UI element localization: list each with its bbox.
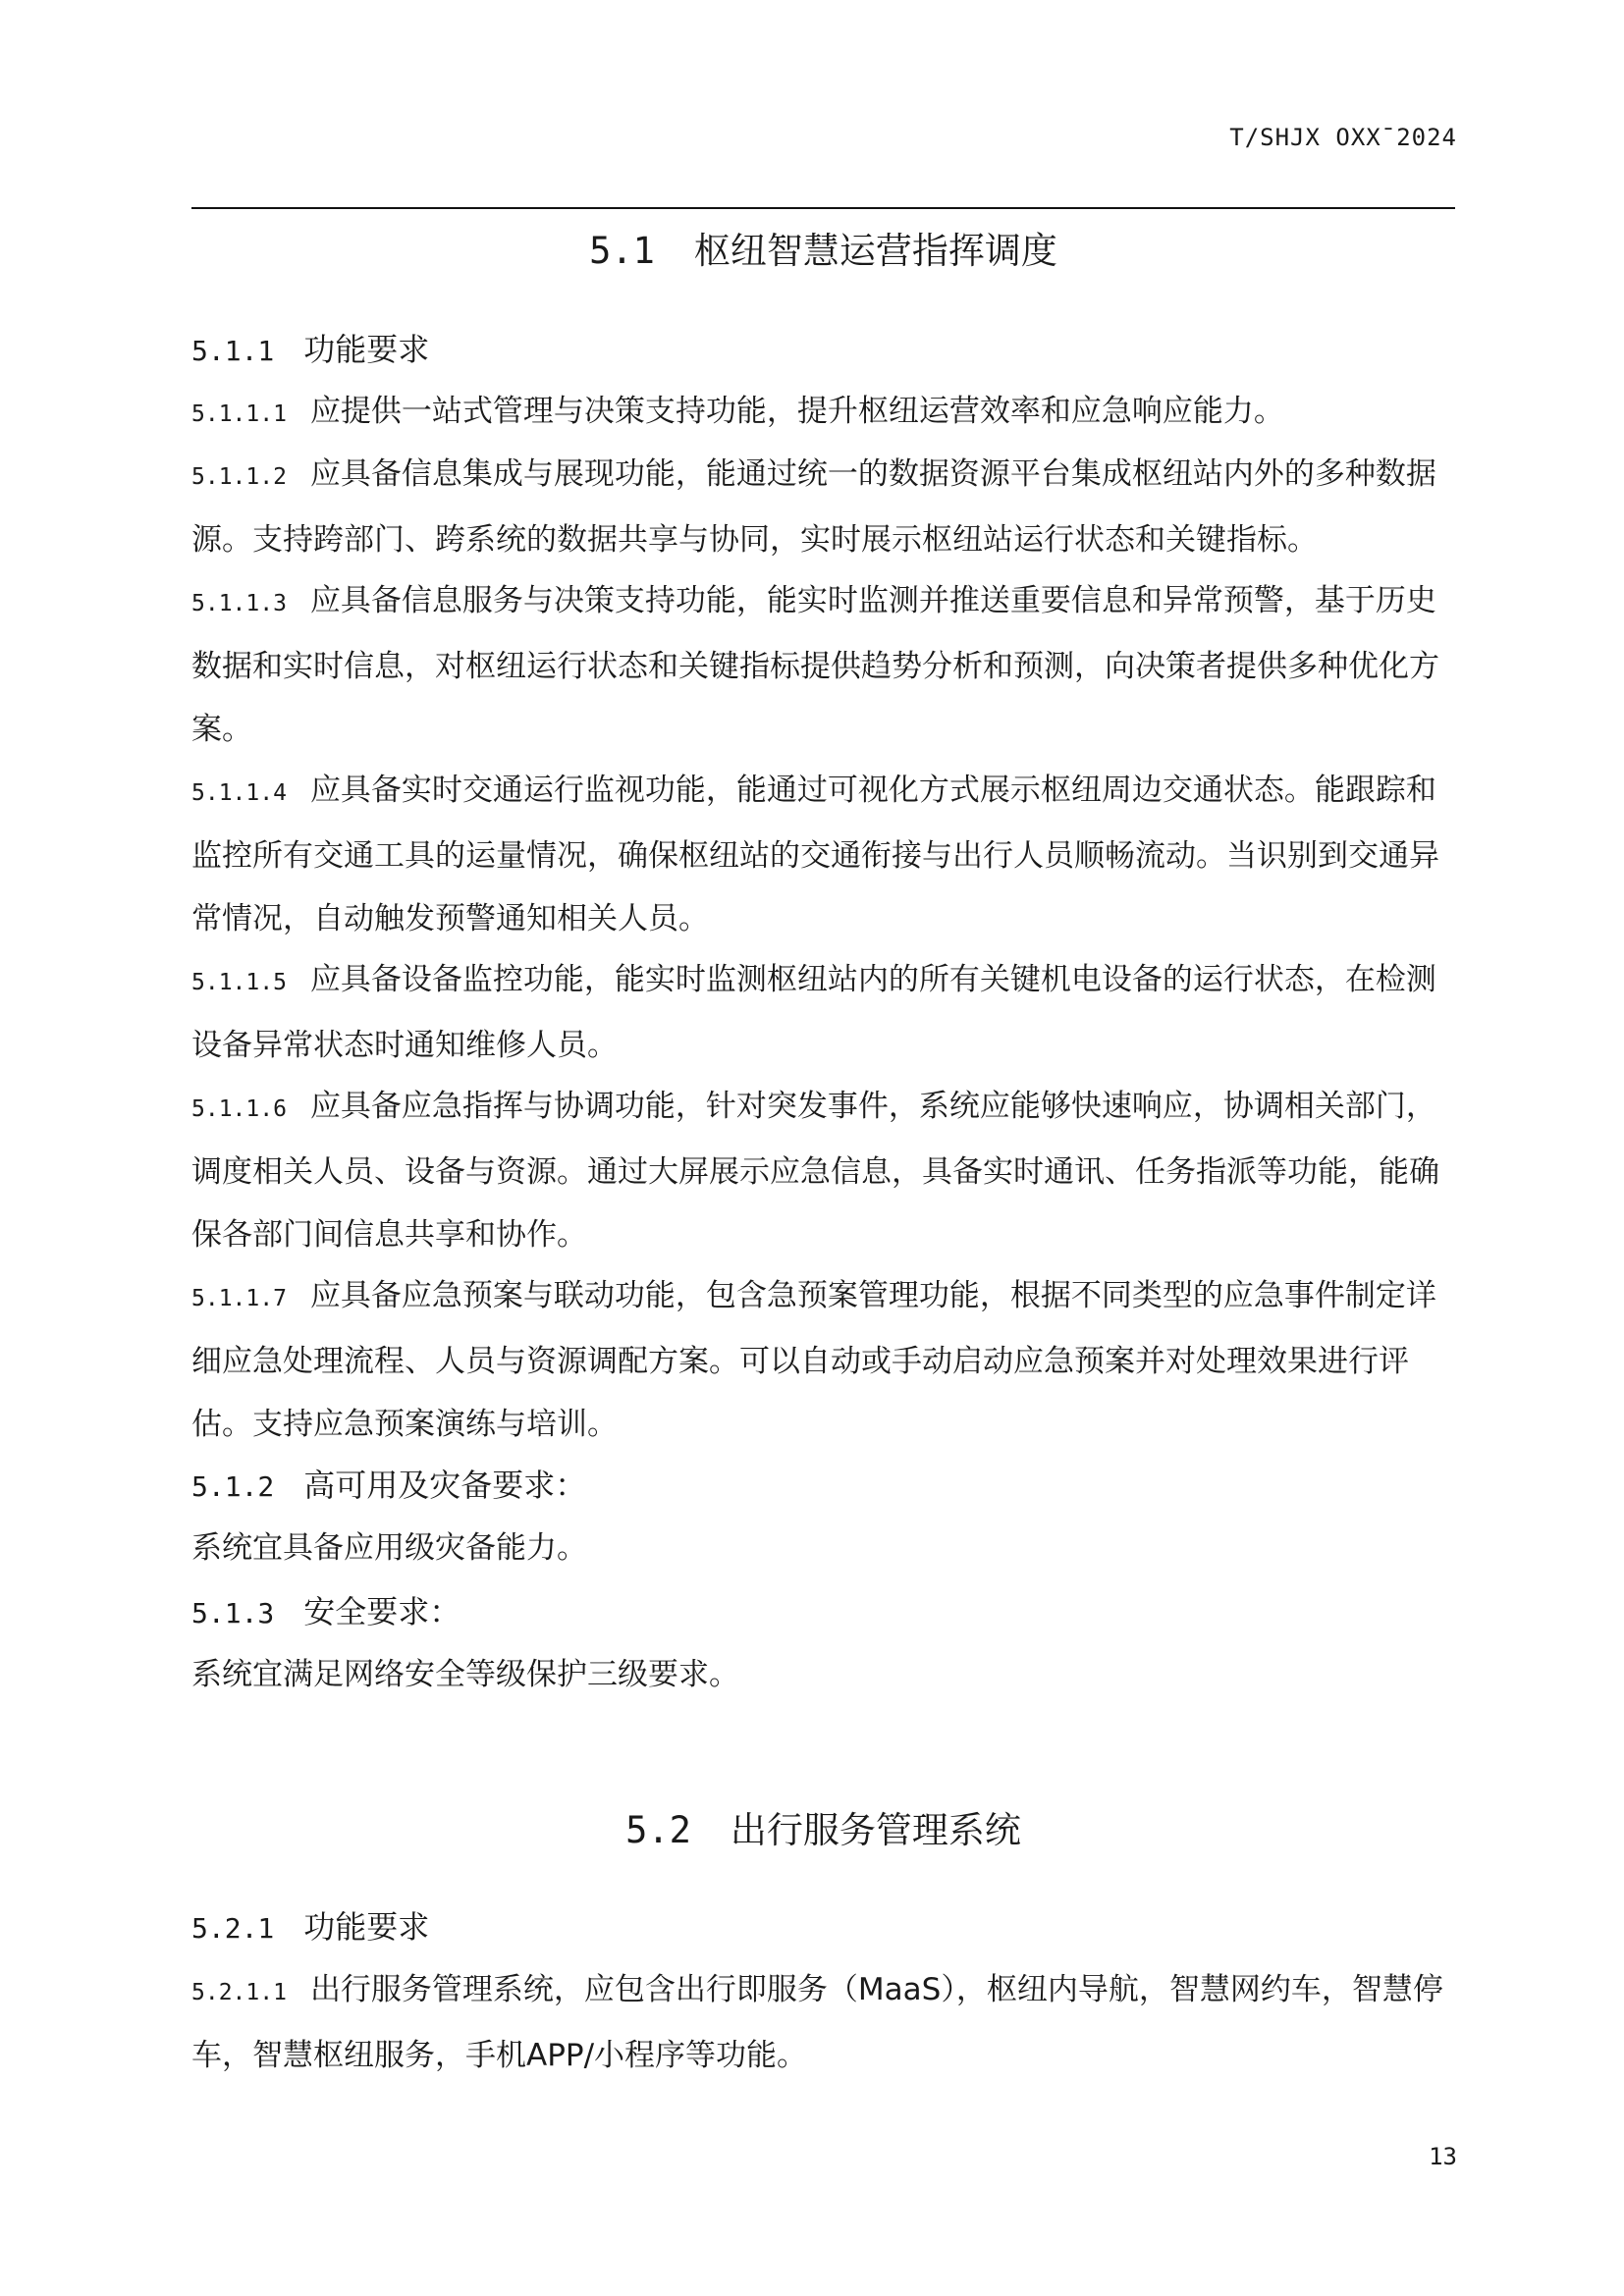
clause-text: 应具备信息服务与决策支持功能，能实时监测并推送重要信息和异常预警，基于历史数据和实时信息，对枢纽运行状态和关键指标提供趋势分析和预测，向决策者提供多种优化方案。 bbox=[191, 583, 1439, 747]
section-title: 枢纽智慧运营指挥调度 bbox=[693, 230, 1057, 272]
clause-5-1-1-7 bbox=[191, 1264, 1455, 1456]
subsection-number: 5.2.1 bbox=[191, 1912, 275, 1945]
subsection-heading-5-1-3 bbox=[191, 1591, 460, 1634]
subsection-title: 高可用及灾备要求： bbox=[303, 1467, 587, 1504]
clause-5-1-1-3 bbox=[191, 569, 1455, 761]
clause-number: 5.1.1.6 bbox=[191, 1096, 287, 1122]
subsection-text-5-1-2: 系统宜具备应用级灾备能力。 bbox=[191, 1530, 587, 1566]
clause-number: 5.1.1.7 bbox=[191, 1286, 287, 1311]
section-heading-5-2 bbox=[191, 1807, 1455, 1854]
section-title: 出行服务管理系统 bbox=[730, 1809, 1021, 1851]
clause-number: 5.2.1.1 bbox=[191, 1980, 287, 2005]
clause-text: 应具备应急预案与联动功能，包含急预案管理功能，根据不同类型的应急事件制定详细应急处理流程、人员与资源调配方案。可以自动或手动启动应急预案并对处理效果进行评估。支持应急预案演练与培训。 bbox=[191, 1278, 1436, 1442]
clause-number: 5.1.1.2 bbox=[191, 464, 287, 490]
page-number: 13 bbox=[1429, 2143, 1457, 2170]
subsection-title: 功能要求 bbox=[303, 1908, 430, 1946]
clause-5-1-1-5 bbox=[191, 948, 1455, 1077]
document-code: T/SHJX OXX¯2024 bbox=[1229, 124, 1457, 151]
section-heading-5-1 bbox=[191, 228, 1455, 275]
clause-number: 5.1.1.5 bbox=[191, 970, 287, 995]
clause-5-1-1-1 bbox=[191, 380, 1455, 446]
clause-number: 5.1.1.4 bbox=[191, 780, 287, 806]
subsection-heading-5-2-1 bbox=[191, 1906, 429, 1949]
subsection-heading-5-1-1 bbox=[191, 329, 429, 372]
subsection-text-5-1-3: 系统宜满足网络安全等级保护三级要求。 bbox=[191, 1657, 739, 1692]
subsection-heading-5-1-2 bbox=[191, 1465, 586, 1508]
clause-text: 应提供一站式管理与决策支持功能，提升枢纽运营效率和应急响应能力。 bbox=[309, 394, 1284, 429]
header-rule bbox=[191, 207, 1455, 209]
clause-text: 应具备实时交通运行监视功能，能通过可视化方式展示枢纽周边交通状态。能跟踪和监控所有交通工具的运量情况，确保枢纽站的交通衔接与出行人员顺畅流动。当识别到交通异常情况，自动触发预警通知相关人员。 bbox=[191, 773, 1439, 936]
clause-5-1-1-6 bbox=[191, 1075, 1455, 1266]
clause-text: 应具备设备监控功能，能实时监测枢纽站内的所有关键机电设备的运行状态，在检测设备异常状态时通知维修人员。 bbox=[191, 962, 1436, 1063]
clause-number: 5.1.1.1 bbox=[191, 401, 287, 427]
clause-5-1-1-2 bbox=[191, 443, 1455, 571]
clause-text: 出行服务管理系统，应包含出行即服务（MaaS），枢纽内导航，智慧网约车，智慧停车，智慧枢纽服务，手机APP/小程序等功能。 bbox=[191, 1972, 1443, 2073]
subsection-title: 功能要求 bbox=[303, 331, 430, 368]
clause-number: 5.1.1.3 bbox=[191, 591, 287, 616]
subsection-title: 安全要求： bbox=[303, 1593, 461, 1630]
subsection-number: 5.1.1 bbox=[191, 335, 275, 367]
subsection-number: 5.1.3 bbox=[191, 1597, 275, 1629]
section-number: 5.2 bbox=[625, 1809, 691, 1851]
clause-text: 应具备应急指挥与协调功能，针对突发事件，系统应能够快速响应，协调相关部门，调度相关人员、设备与资源。通过大屏展示应急信息，具备实时通讯、任务指派等功能，能确保各部门间信息共享和协作。 bbox=[191, 1089, 1439, 1253]
clause-text: 应具备信息集成与展现功能，能通过统一的数据资源平台集成枢纽站内外的多种数据源。支持跨部门、跨系统的数据共享与协同，实时展示枢纽站运行状态和关键指标。 bbox=[191, 456, 1436, 558]
section-number: 5.1 bbox=[589, 230, 655, 272]
subsection-number: 5.1.2 bbox=[191, 1470, 275, 1503]
clause-5-2-1-1 bbox=[191, 1958, 1455, 2087]
clause-5-1-1-4 bbox=[191, 759, 1455, 950]
